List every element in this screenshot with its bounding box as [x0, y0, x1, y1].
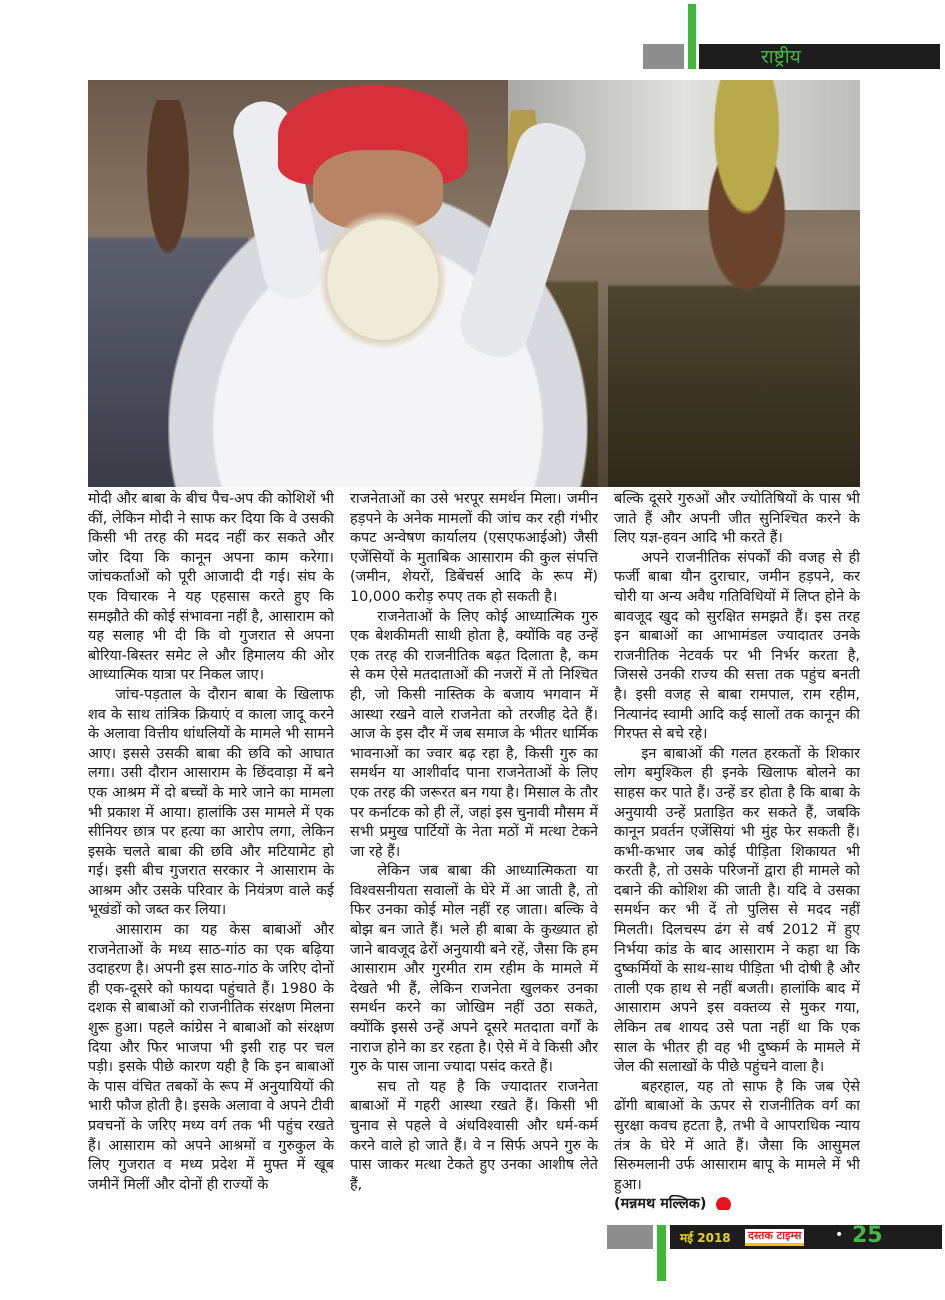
- author-byline: (मन्नमथ मल्लिक): [614, 1196, 707, 1210]
- footer-grey-block: [607, 1225, 653, 1249]
- article-column-2: [350, 490, 598, 1210]
- header-grey-block: [643, 44, 684, 69]
- article-column-1: [88, 490, 334, 1210]
- paragraph: लेकिन जब बाबा की आध्यात्मिकता या विश्वसनीयता सवालों के घेरे में आ जाती है, तो फिर उनका कोई मोल नहीं रह जाता। बल्कि वे बोझ बन जाते हैं। भले ही बाबा के कुख्यात हो जाने बावजूद ढेरों अनुयायी बने रहें, जैसा कि हम आसाराम और गुरमीत राम रहीम के मामले में देखते भी हैं, लेकिन राजनेता खुलकर उनका समर्थन करने का जोखिम नहीं उठा सकते, क्योंकि इससे उन्हें अपने दूसरे मतदाता वर्गों के नाराज होने का डर रहता है। ऐसे में वे किसी और गुरु के पास जाना ज्यादा पसंद करते हैं।: [350, 863, 598, 1076]
- page-number: 25: [852, 1223, 883, 1248]
- header-green-bar: [688, 4, 696, 69]
- section-title: राष्ट्रीय: [761, 46, 801, 68]
- article-photo: [88, 80, 860, 487]
- section-header: [699, 44, 940, 69]
- article-column-3: [614, 490, 860, 1210]
- paragraph: इन बाबाओं की गलत हरकतों के शिकार लोग बमुश्किल ही इनके खिलाफ बोलने का साहस कर पाते हैं। उन्हें डर होता है कि बाबा के अनुयायी उन्हें प्रताड़ित कर सकते हैं, जबकि कानून प्रवर्तन एजेंसियां भी मुंह फेर सकती हैं। कभी-कभार जब कोई पीड़िता शिकायत भी करती है, तो उसके परिजनों द्वारा ही मामले को दबाने की कोशिश की जाती है। यदि वे उसका समर्थन कर भी दें तो पुलिस से मदद नहीं मिलती। दिलचस्प ढंग से वर्ष 2012 में हुए निर्भया कांड के बाद आसाराम ने कहा था कि दुष्कर्मियों के साथ-साथ पीड़िता भी दोषी है और ताली एक हाथ से नहीं बजती। हालांकि बाद में आसाराम अपने इस वक्तव्य से मुकर गया, लेकिन तब शायद उसे पता नहीं था कि एक साल के भीतर ही वह भी दुष्कर्म के मामले में जेल की सलाखों के पीछे पहुंचने वाला है।: [614, 745, 860, 1076]
- paragraph: बल्कि दूसरे गुरुओं और ज्योतिषियों के पास भी जाते हैं और अपनी जीत सुनिश्चित करने के लिए यज्ञ-हवन आदि भी करते हैं।: [614, 491, 860, 547]
- page-footer: [670, 1225, 942, 1249]
- paragraph: बहरहाल, यह तो साफ है कि जब ऐसे ढोंगी बाबाओं के ऊपर से राजनीतिक वर्ग का सुरक्षा कवच हटता है, तभी वे आपराधिक न्याय तंत्र के घेरे में आते हैं। जैसा कि आसुमल सिरुमलानी उर्फ आसाराम बापू के मामले में भी हुआ।: [614, 1078, 860, 1193]
- magazine-logo: दस्तक टाइम्स: [745, 1229, 804, 1246]
- paragraph: मोदी और बाबा के बीच पैच-अप की कोशिशें भी कीं, लेकिन मोदी ने साफ कर दिया कि वे उसकी किसी भी तरह की मदद नहीं कर सकते और जोर दिया कि कानून अपना काम करेगा। जांचकर्ताओं को पूरी आजादी दी गई। संघ के एक विचारक ने यह एहसास करते हुए कि समझौते की कोई संभावना नहीं है, आसाराम को यह सलाह भी दी कि वो गुजरात से अपना बोरिया-बिस्तर समेट ले और हिमालय की ओर आध्यात्मिक यात्रा पर निकल जाए।: [88, 491, 334, 684]
- paragraph: राजनेताओं का उसे भरपूर समर्थन मिला। जमीन हड़पने के अनेक मामलों की जांच कर रही गंभीर कपट अन्वेषण कार्यालय (एसएफआईओ) जैसी एजेंसियों के मुताबिक आसाराम की कुल संपत्ति (जमीन, शेयरों, डिबेंचर्स आदि के रूप में) 10,000 करोड़ रुपए तक हो सकती है।: [350, 491, 598, 605]
- end-mark-icon: [716, 1197, 731, 1210]
- footer-separator: •: [835, 1227, 844, 1243]
- paragraph: राजनेताओं के लिए कोई आध्यात्मिक गुरु एक बेशकीमती साथी होता है, क्योंकि वह उन्हें एक तरह की राजनीतिक बढ़त दिलाता है, कम से कम ऐसे मतदाताओं की नजरों में तो निश्चित ही, जो किसी नास्तिक के बजाय भगवान में आस्था रखने वाले राजनेता को तरजीह देते हैं। आज के इस दौर में जब समाज के भीतर धार्मिक भावनाओं का ज्वार बढ़ रहा है, किसी गुरु का समर्थन या आशीर्वाद पाना राजनेताओं के लिए एक तरह की जरूरत बन गया है। मिसाल के तौर पर कर्नाटक को ही लें, जहां इस चुनावी मौसम में सभी प्रमुख पार्टियों के नेता मठों में मत्था टेकने जा रहे हैं।: [350, 608, 598, 860]
- paragraph: अपने राजनीतिक संपर्कों की वजह से ही फर्जी बाबा यौन दुराचार, जमीन हड़पने, कर चोरी या अन्य अवैध गतिविधियों में लिप्त होने के बावजूद खुद को सुरक्षित समझते हैं। इस तरह इन बाबाओं का आभामंडल ज्यादातर उनके राजनीतिक नेटवर्क पर भी निर्भर करता है, जिससे उनकी राज्य की सत्ता तक पहुंच बनती है। इसी वजह से बाबा रामपाल, राम रहीम, नित्यानंद स्वामी आदि कई सालों तक कानून की गिरफ्त से बचे रहे।: [614, 549, 860, 743]
- paragraph: जांच-पड़ताल के दौरान बाबा के खिलाफ शव के साथ तांत्रिक क्रियाएं व काला जादू करने के अलावा वित्तीय धांधलियों के मामले भी सामने आए। इससे उसकी बाबा की छवि को आघात लगा। उसी दौरान आसाराम के छिंदवाड़ा में बने एक आश्रम में दो बच्चों के मारे जाने का मामला भी प्रकाश में आया। हालांकि उस मामले में एक सीनियर छात्र पर हत्या का आरोप लगा, लेकिन इसके चलते बाबा की छवि और मटियामेट हो गई। इसी बीच गुजरात सरकार ने आसाराम के आश्रम और उसके परिवार के नियंत्रण वाले कई भूखंडों को जब्त कर लिया।: [88, 686, 334, 919]
- paragraph: आसाराम का यह केस बाबाओं और राजनेताओं के मध्य साठ-गांठ का एक बढ़िया उदाहरण है। अपनी इस साठ-गांठ के जरिए दोनों ही एक-दूसरे को फायदा पहुंचाते हैं। 1980 के दशक से बाबाओं को राजनीतिक संरक्षण मिलना शुरू हुआ। पहले कांग्रेस ने बाबाओं को संरक्षण दिया और फिर भाजपा भी इसी राह पर चल पड़ी। इसके पीछे कारण यही है कि इन बाबाओं के पास वंचित तबकों के रूप में अनुयायियों की भारी फौज होती है। इसके अलावा वे अपने टीवी प्रवचनों के जरिए मध्य वर्ग तक भी पहुंच रखते हैं। आसाराम को अपने आश्रमों व गुरुकुल के लिए गुजरात व मध्य प्रदेश में मुफ्त में खूब जमीनें मिलीं और दोनों ही राज्यों के: [88, 922, 334, 1193]
- footer-green-bar: [657, 1225, 666, 1281]
- paragraph: सच तो यह है कि ज्यादातर राजनेता बाबाओं में गहरी आस्था रखते हैं। किसी भी चुनाव से पहले वे अंधविश्वासी और धर्म-कर्म करने वाले हो जाते हैं। वे न सिर्फ अपने गुरु के पास जाकर मत्था टेकते हुए उनका आशीष लेते हैं,: [350, 1078, 598, 1193]
- issue-date: मई 2018: [680, 1231, 731, 1245]
